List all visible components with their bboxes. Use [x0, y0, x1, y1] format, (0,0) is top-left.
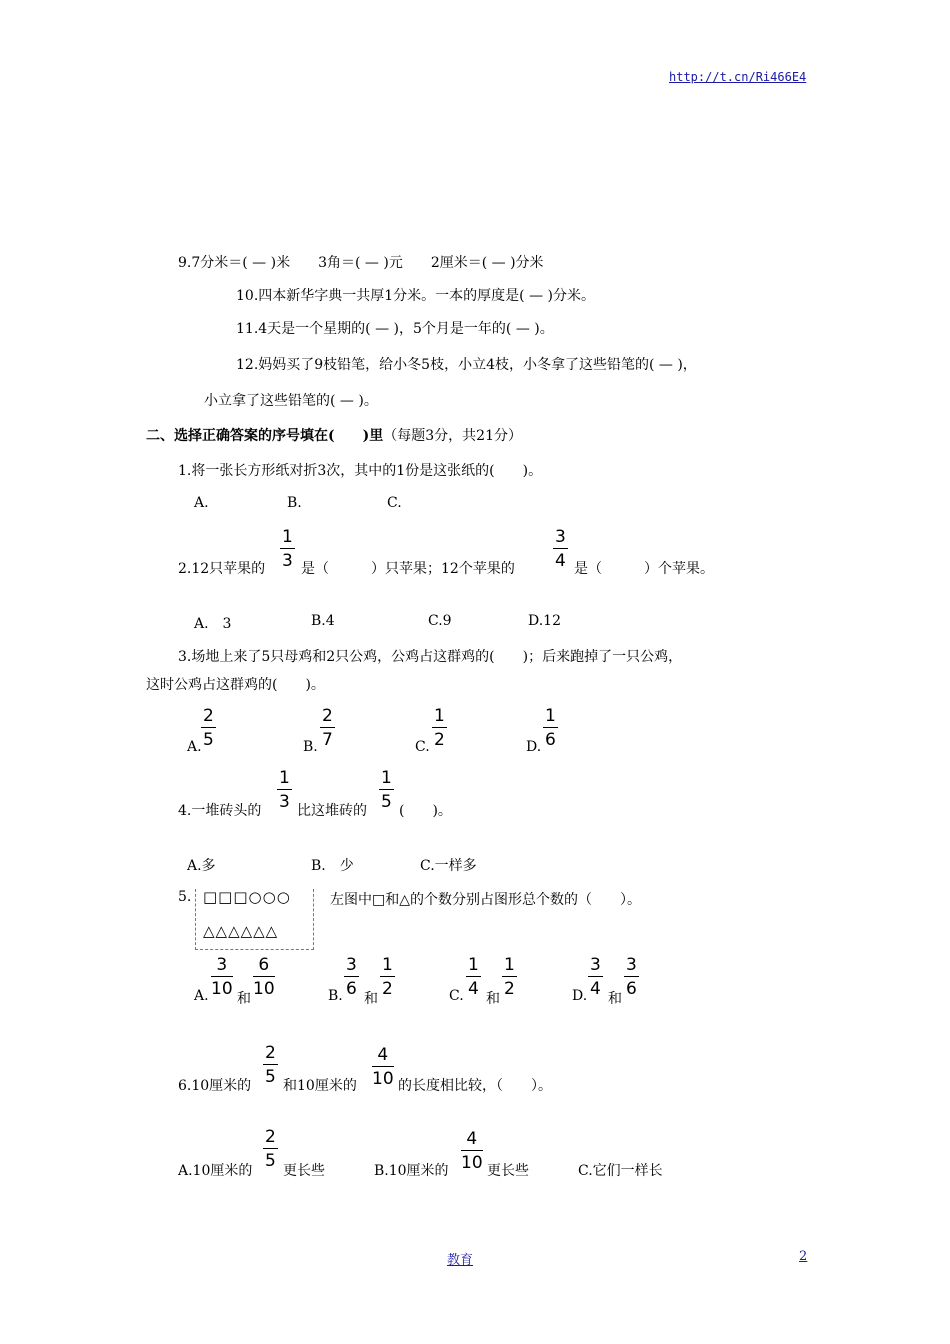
question-12-line2: 小立拿了这些铅笔的( — )。	[204, 393, 378, 409]
fraction	[624, 955, 639, 999]
fraction-numerator: 1	[504, 955, 515, 975]
choice-q3-option-d: D.	[526, 739, 542, 755]
fraction	[280, 527, 295, 571]
choice-q2-part1: 2.12只苹果的	[178, 561, 266, 577]
fraction-denominator: 10	[211, 979, 233, 999]
fraction	[543, 706, 558, 750]
fraction-numerator: 1	[434, 706, 445, 726]
fraction	[372, 1045, 394, 1089]
fraction-numerator: 3	[555, 527, 566, 547]
choice-q4-part3: ( )。	[399, 803, 452, 819]
fraction-denominator: 5	[381, 792, 392, 812]
choice-q6-option-a-suffix: 更长些	[283, 1163, 325, 1179]
fraction	[320, 706, 335, 750]
choice-q4-part1: 4.一堆砖头的	[178, 803, 262, 819]
choice-q3-option-a: A.	[187, 739, 202, 755]
fraction-numerator: 3	[346, 955, 357, 975]
choice-q6-option-b-suffix: 更长些	[487, 1163, 529, 1179]
fraction-numerator: 4	[461, 1129, 483, 1151]
choice-q6-part3: 的长度相比较，（ ）。	[398, 1078, 552, 1094]
fraction	[344, 955, 359, 999]
fraction-numerator: 2	[265, 1043, 276, 1063]
fraction	[201, 706, 216, 750]
fraction-numerator: 3	[590, 955, 601, 975]
fraction-numerator: 1	[381, 768, 392, 788]
choice-q6-option-b: B.10厘米的	[374, 1163, 449, 1179]
choice-q1-option-a: A.	[194, 495, 209, 511]
choice-q3-line2: 这时公鸡占这群鸡的( )。	[146, 677, 325, 693]
footer-link[interactable]: 教育	[447, 1253, 474, 1268]
fraction-denominator: 10	[461, 1153, 483, 1173]
fraction-denominator: 3	[279, 792, 290, 812]
choice-q6-part2: 和10厘米的	[283, 1078, 357, 1094]
fraction-denominator: 2	[434, 730, 445, 750]
fraction-numerator: 1	[279, 768, 290, 788]
fraction-denominator: 2	[382, 979, 393, 999]
question-10: 10.四本新华字典一共厚1分米。一本的厚度是( — )分米。	[236, 288, 595, 304]
choice-q4-option-a: A.多	[187, 858, 216, 874]
fraction-numerator: 6	[253, 955, 275, 977]
fraction-denominator: 4	[590, 979, 601, 999]
fraction-numerator: 3	[211, 955, 233, 977]
shapes-row-triangles: △△△△△△	[203, 922, 279, 940]
section2-note: （每题3分，共21分）	[383, 428, 522, 444]
shapes-row-squares-circles: □□□○○○	[203, 888, 291, 906]
fraction-denominator: 10	[372, 1069, 394, 1089]
choice-q3-option-c: C.	[415, 739, 430, 755]
and-label: 和	[364, 991, 378, 1007]
section2-heading	[146, 425, 522, 445]
choice-q5-option-c: C.	[449, 988, 464, 1004]
choice-q5-text: 左图中□和△的个数分别占图形总个数的（ ）。	[330, 892, 641, 908]
choice-q2-option-b: B.4	[311, 613, 335, 629]
fraction-numerator: 1	[545, 706, 556, 726]
fraction	[253, 955, 275, 999]
fraction-numerator: 4	[372, 1045, 394, 1067]
fraction	[466, 955, 481, 999]
fraction-denominator: 6	[626, 979, 637, 999]
choice-q1-option-b: B.	[287, 495, 302, 511]
fraction-numerator: 2	[322, 706, 333, 726]
choice-q2-option-a: A. 3	[194, 616, 232, 632]
fraction-numerator: 2	[265, 1127, 276, 1147]
header-link[interactable]: http://t.cn/Ri466E4	[669, 70, 807, 84]
section2-title: 二、选择正确答案的序号填在( )里	[146, 428, 384, 444]
question-11: 11.4天是一个星期的( — )，5个月是一年的( — )。	[236, 321, 554, 337]
fraction-denominator: 3	[282, 551, 293, 571]
fraction	[277, 768, 292, 812]
choice-q6-option-a: A.10厘米的	[178, 1163, 253, 1179]
fraction	[263, 1127, 278, 1171]
fraction	[432, 706, 447, 750]
choice-q1-option-c: C.	[387, 495, 402, 511]
fraction-denominator: 6	[545, 730, 556, 750]
choice-q5-option-d: D.	[572, 988, 588, 1004]
fraction-denominator: 4	[555, 551, 566, 571]
choice-q6-part1: 6.10厘米的	[178, 1078, 252, 1094]
fraction	[380, 955, 395, 999]
and-label: 和	[608, 991, 622, 1007]
choice-q5-option-a: A.	[194, 988, 209, 1004]
fraction	[461, 1129, 483, 1173]
and-label: 和	[486, 991, 500, 1007]
fraction-denominator: 7	[322, 730, 333, 750]
fraction	[211, 955, 233, 999]
and-label: 和	[237, 991, 251, 1007]
fraction	[379, 768, 394, 812]
question-12-line1: 12.妈妈买了9枝铅笔，给小冬5枝，小立4枝，小冬拿了这些铅笔的( — )，	[236, 357, 697, 373]
fraction-numerator: 1	[382, 955, 393, 975]
choice-q4-option-c: C.一样多	[420, 858, 477, 874]
fraction-denominator: 6	[346, 979, 357, 999]
choice-q1-text: 1.将一张长方形纸对折3次，其中的1份是这张纸的( )。	[178, 463, 543, 479]
choice-q6-option-c: C.它们一样长	[578, 1163, 663, 1179]
choice-q4-part2: 比这堆砖的	[297, 803, 367, 819]
fraction	[553, 527, 568, 571]
fraction-denominator: 5	[265, 1067, 276, 1087]
fraction	[502, 955, 517, 999]
choice-q5-number: 5.	[178, 889, 192, 905]
fraction-numerator: 2	[203, 706, 214, 726]
choice-q2-part3: 是（ ）个苹果。	[574, 561, 714, 577]
fraction-denominator: 4	[468, 979, 479, 999]
choice-q4-option-b: B. 少	[311, 858, 354, 874]
fraction-numerator: 1	[282, 527, 293, 547]
fraction	[588, 955, 603, 999]
choice-q3-option-b: B.	[303, 739, 318, 755]
fraction-denominator: 5	[203, 730, 214, 750]
fraction-numerator: 1	[468, 955, 479, 975]
page-number: 2	[799, 1249, 808, 1264]
choice-q2-option-c: C.9	[428, 613, 452, 629]
choice-q2-part2: 是（ ）只苹果；12个苹果的	[301, 561, 515, 577]
fraction-denominator: 10	[253, 979, 275, 999]
fraction-denominator: 5	[265, 1151, 276, 1171]
fraction	[263, 1043, 278, 1087]
choice-q2-option-d: D.12	[528, 613, 561, 629]
choice-q3-line1: 3.场地上来了5只母鸡和2只公鸡，公鸡占这群鸡的( )；后来跑掉了一只公鸡，	[178, 649, 683, 665]
fraction-numerator: 3	[626, 955, 637, 975]
fraction-denominator: 2	[504, 979, 515, 999]
choice-q5-option-b: B.	[328, 988, 343, 1004]
question-9: 9.7分米＝( — )米 3角＝( — )元 2厘米＝( — )分米	[178, 255, 544, 271]
